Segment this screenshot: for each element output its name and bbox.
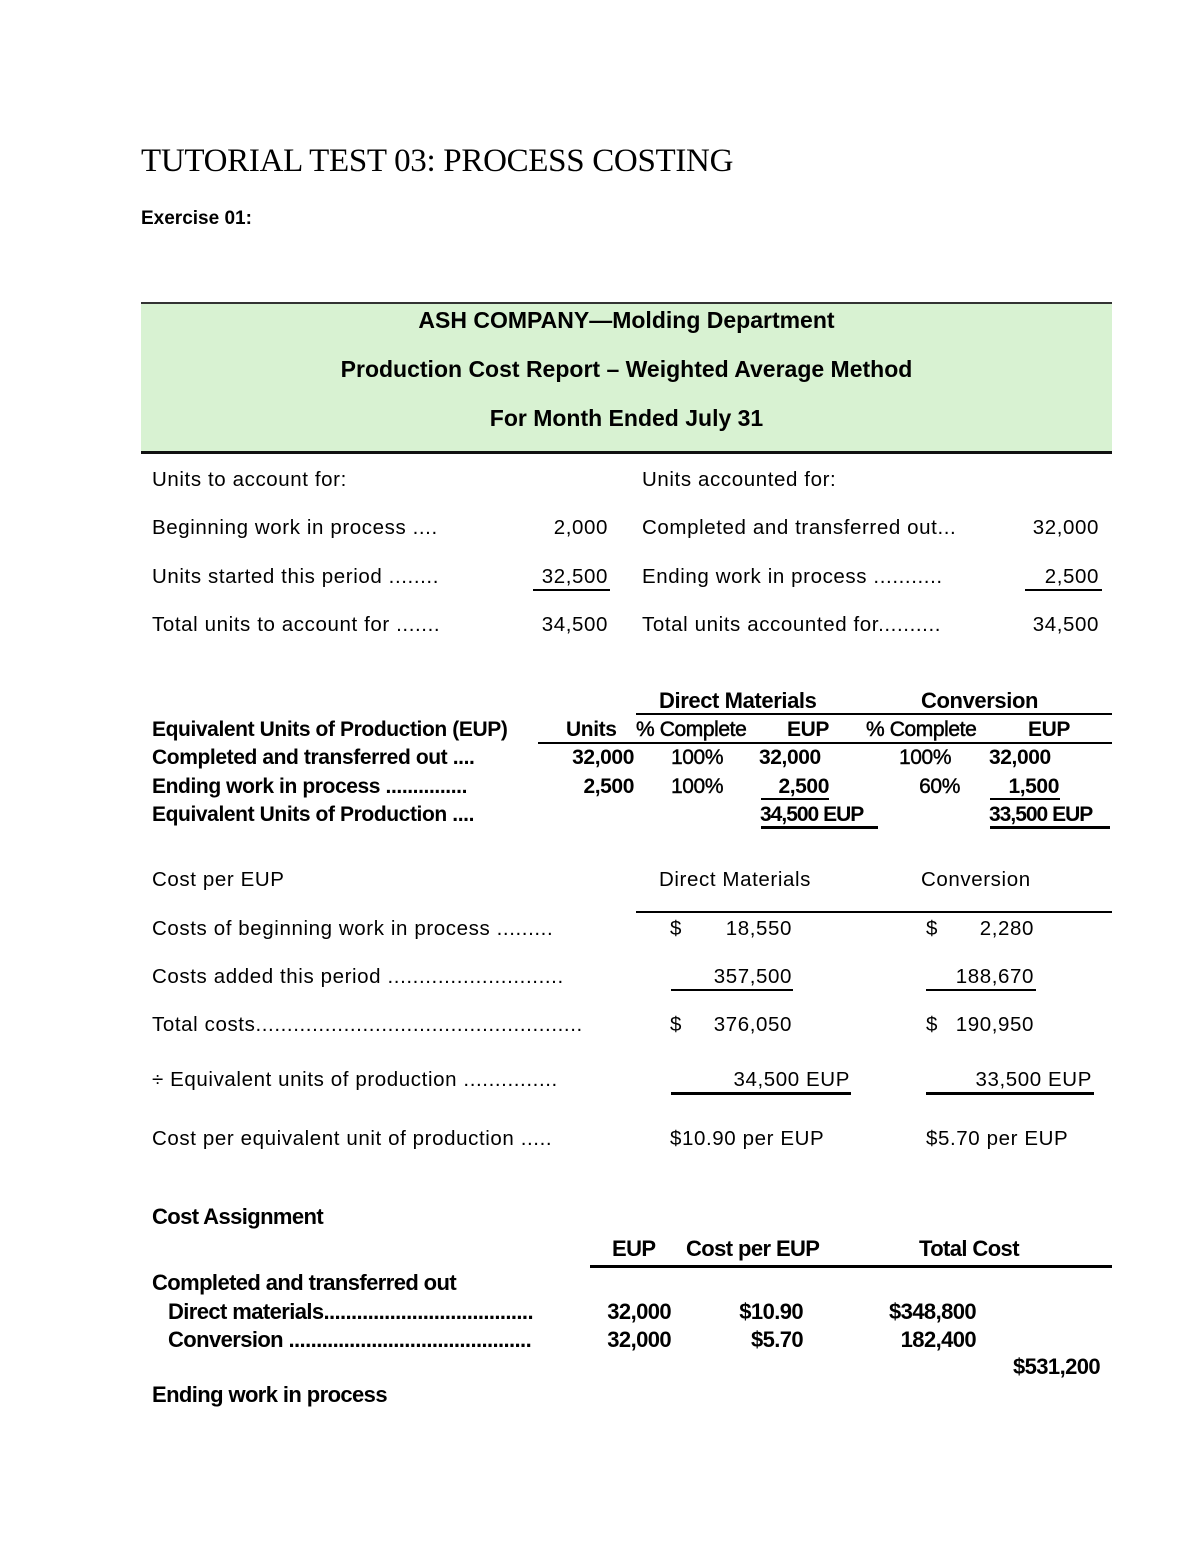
ca-cost-per-eup: $5.70 xyxy=(750,1327,803,1352)
ca-total: 182,400 xyxy=(900,1327,976,1352)
row-value: 2,000 xyxy=(553,516,608,539)
ca-row-label: Direct materials...................................... xyxy=(168,1299,533,1324)
eup-col-dm-eup: EUP xyxy=(787,718,829,741)
cost-dm-value: 376,050 xyxy=(713,1013,792,1036)
eup-conv-pct: 100% xyxy=(899,746,952,769)
eup-col-conv-eup: EUP xyxy=(1028,718,1070,741)
eup-col-label: Equivalent Units of Production (EUP) xyxy=(152,718,508,741)
conv-dollar-sign: $ xyxy=(926,917,939,940)
row-value: 2,500 xyxy=(1044,565,1099,588)
row-value: 32,000 xyxy=(1032,516,1099,539)
eup-group-dm: Direct Materials xyxy=(659,688,817,713)
row-value: 32,500 xyxy=(541,565,608,588)
cost-row-label: Costs added this period ............................ xyxy=(152,965,564,988)
ca-col-total-cost: Total Cost xyxy=(919,1236,1019,1261)
cost-row-label: Total costs.................................................... xyxy=(152,1013,583,1036)
cost-conv-value: 33,500 EUP xyxy=(975,1068,1092,1091)
report-header xyxy=(141,302,1112,454)
exercise-label: Exercise 01: xyxy=(141,208,252,229)
row-label: Total units accounted for.......... xyxy=(642,613,942,636)
row-label: Beginning work in process .... xyxy=(152,516,438,539)
ca-ending-wip-label: Ending work in process xyxy=(152,1382,387,1407)
dm-dollar-sign: $ xyxy=(670,1013,683,1036)
eup-dm-eup: 32,000 xyxy=(759,746,821,769)
eup-row-label: Equivalent Units of Production .... xyxy=(152,803,475,826)
conv-dollar-sign: $ xyxy=(926,1013,939,1036)
cost-per-eup-heading: Cost per EUP xyxy=(152,868,285,891)
eup-col-conv-pct: % Complete xyxy=(866,718,977,741)
ca-col-cost-per-eup: Cost per EUP xyxy=(686,1236,820,1261)
row-value: 34,500 xyxy=(541,613,608,636)
cost-dm-value: 34,500 EUP xyxy=(733,1068,850,1091)
eup-conv-total: 33,500 EUP xyxy=(989,803,1093,826)
cost-row-label: ÷ Equivalent units of production ............... xyxy=(152,1068,558,1091)
eup-units: 32,000 xyxy=(572,746,634,769)
ca-group-label: Completed and transferred out xyxy=(152,1270,457,1295)
eup-dm-total: 34,500 EUP xyxy=(760,803,864,826)
eup-dm-pct: 100% xyxy=(671,746,724,769)
ca-subtotal: $531,200 xyxy=(1013,1354,1100,1379)
eup-conv-eup: 32,000 xyxy=(989,746,1051,769)
ca-total: $348,800 xyxy=(889,1299,976,1324)
cost-row-label: Cost per equivalent unit of production ..... xyxy=(152,1127,553,1150)
eup-dm-pct: 100% xyxy=(671,775,724,798)
eup-conv-eup: 1,500 xyxy=(1008,775,1059,798)
cost-col-conv: Conversion xyxy=(921,868,1031,891)
ca-cost-per-eup: $10.90 xyxy=(739,1299,803,1324)
cost-col-dm: Direct Materials xyxy=(659,868,811,891)
cost-assignment-heading: Cost Assignment xyxy=(152,1204,324,1229)
ca-eup: 32,000 xyxy=(607,1299,671,1324)
report-period: For Month Ended July 31 xyxy=(489,405,764,431)
units-to-account-heading: Units to account for: xyxy=(152,468,347,491)
row-value: 34,500 xyxy=(1032,613,1099,636)
document-title: TUTORIAL TEST 03: PROCESS COSTING xyxy=(141,143,734,179)
cost-row-label: Costs of beginning work in process ......... xyxy=(152,917,554,940)
eup-dm-eup: 2,500 xyxy=(778,775,829,798)
row-label: Total units to account for ....... xyxy=(152,613,441,636)
eup-group-conversion: Conversion xyxy=(921,688,1039,713)
eup-col-dm-pct: % Complete xyxy=(636,718,747,741)
eup-row-label: Ending work in process ............... xyxy=(152,775,468,798)
cost-dm-value: 357,500 xyxy=(713,965,792,988)
eup-conv-pct: 60% xyxy=(919,775,960,798)
cost-dm-value: $10.90 per EUP xyxy=(670,1127,825,1150)
eup-units: 2,500 xyxy=(583,775,634,798)
dm-dollar-sign: $ xyxy=(670,917,683,940)
ca-col-eup: EUP xyxy=(612,1236,656,1261)
cost-conv-value: 190,950 xyxy=(955,1013,1034,1036)
units-accounted-heading: Units accounted for: xyxy=(642,468,837,491)
row-label: Ending work in process ........... xyxy=(642,565,943,588)
ca-eup: 32,000 xyxy=(607,1327,671,1352)
ca-row-label: Conversion ............................................ xyxy=(168,1327,532,1352)
cost-conv-value: 2,280 xyxy=(979,917,1034,940)
eup-col-units: Units xyxy=(566,718,617,741)
cost-dm-value: 18,550 xyxy=(725,917,792,940)
cost-conv-value: $5.70 per EUP xyxy=(926,1127,1069,1150)
report-name: Production Cost Report – Weighted Average Method xyxy=(340,356,913,382)
cost-conv-value: 188,670 xyxy=(955,965,1034,988)
row-label: Units started this period ........ xyxy=(152,565,440,588)
row-label: Completed and transferred out... xyxy=(642,516,957,539)
eup-row-label: Completed and transferred out .... xyxy=(152,746,475,769)
company-name: ASH COMPANY—Molding Department xyxy=(418,307,835,333)
